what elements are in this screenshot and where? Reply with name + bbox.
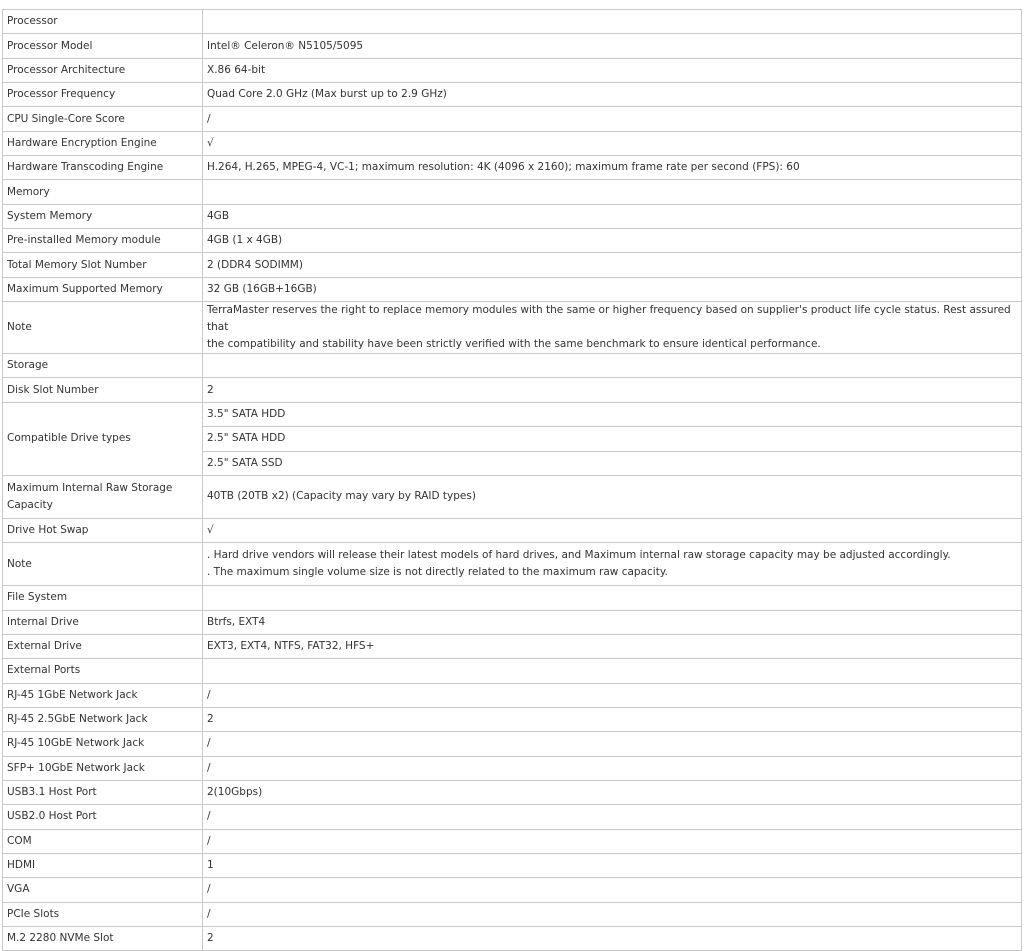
table-row <box>3 927 1022 951</box>
table-row <box>3 732 1022 756</box>
spec-label: USB2.0 Host Port <box>3 805 203 829</box>
table-row <box>3 878 1022 902</box>
spec-value: √ <box>203 131 1022 155</box>
table-row <box>3 853 1022 877</box>
table-row <box>3 543 1022 586</box>
section-title: Storage <box>3 354 203 378</box>
spec-label: Processor Architecture <box>3 58 203 82</box>
spec-value: 2 <box>203 927 1022 951</box>
table-row <box>3 805 1022 829</box>
spec-label: Internal Drive <box>3 610 203 634</box>
section-header-row <box>3 10 1022 34</box>
spec-value: √ <box>203 518 1022 542</box>
table-row <box>3 829 1022 853</box>
spec-value: 40TB (20TB x2) (Capacity may vary by RAID types) <box>203 475 1022 518</box>
spec-value: X.86 64-bit <box>203 58 1022 82</box>
spec-value-line: . Hard drive vendors will release their latest models of hard drives, and Maximum internal raw storage capacity may be adjusted accordingly. <box>207 549 951 562</box>
spec-value: Btrfs, EXT4 <box>203 610 1022 634</box>
section-title: Processor <box>3 10 203 34</box>
spec-label: System Memory <box>3 204 203 228</box>
spec-label: Processor Model <box>3 34 203 58</box>
spec-table <box>2 9 1022 951</box>
table-row <box>3 475 1022 518</box>
spec-label: Maximum Internal Raw Storage Capacity <box>3 475 203 518</box>
spec-label: Drive Hot Swap <box>3 518 203 542</box>
spec-label: PCIe Slots <box>3 902 203 926</box>
spec-value: / <box>203 756 1022 780</box>
spec-value: 2.5" SATA HDD <box>203 427 1022 451</box>
spec-value: / <box>203 732 1022 756</box>
spec-value-line: the compatibility and stability have been strictly verified with the same benchmark to ensure identical performance. <box>207 338 821 351</box>
spec-value <box>203 10 1022 34</box>
spec-value: 4GB (1 x 4GB) <box>203 229 1022 253</box>
spec-value: Quad Core 2.0 GHz (Max burst up to 2.9 GHz) <box>203 83 1022 107</box>
section-title: File System <box>3 586 203 610</box>
spec-value: 1 <box>203 853 1022 877</box>
table-row <box>3 378 1022 402</box>
spec-value: H.264, H.265, MPEG-4, VC-1; maximum resolution: 4K (4096 x 2160); maximum frame rate per second (FPS): 60 <box>203 156 1022 180</box>
section-title: Memory <box>3 180 203 204</box>
table-row <box>3 302 1022 354</box>
table-row <box>3 229 1022 253</box>
spec-label: RJ-45 2.5GbE Network Jack <box>3 707 203 731</box>
spec-value: 2 (DDR4 SODIMM) <box>203 253 1022 277</box>
spec-value: 3.5" SATA HDD <box>203 402 1022 426</box>
spec-label: RJ-45 1GbE Network Jack <box>3 683 203 707</box>
table-row <box>3 402 1022 426</box>
spec-value-line: . The maximum single volume size is not directly related to the maximum raw capacity. <box>207 566 668 579</box>
table-row <box>3 58 1022 82</box>
table-row <box>3 610 1022 634</box>
spec-value: / <box>203 805 1022 829</box>
spec-value <box>203 302 1022 354</box>
spec-table-body <box>3 10 1022 951</box>
spec-label: Pre-installed Memory module <box>3 229 203 253</box>
spec-value: Intel® Celeron® N5105/5095 <box>203 34 1022 58</box>
spec-value <box>203 659 1022 683</box>
spec-value: 2(10Gbps) <box>203 780 1022 804</box>
table-row <box>3 902 1022 926</box>
spec-value: / <box>203 683 1022 707</box>
table-row <box>3 107 1022 131</box>
table-row <box>3 34 1022 58</box>
spec-value <box>203 354 1022 378</box>
spec-value: 2 <box>203 707 1022 731</box>
spec-label: CPU Single-Core Score <box>3 107 203 131</box>
spec-label: Note <box>3 302 203 354</box>
table-row <box>3 204 1022 228</box>
spec-value: / <box>203 878 1022 902</box>
table-row <box>3 756 1022 780</box>
spec-value: 2 <box>203 378 1022 402</box>
spec-label: Hardware Encryption Engine <box>3 131 203 155</box>
spec-value <box>203 586 1022 610</box>
spec-value <box>203 180 1022 204</box>
spec-label: Processor Frequency <box>3 83 203 107</box>
section-header-row <box>3 659 1022 683</box>
section-header-row <box>3 180 1022 204</box>
table-row <box>3 253 1022 277</box>
spec-label: Total Memory Slot Number <box>3 253 203 277</box>
table-row <box>3 518 1022 542</box>
spec-label: VGA <box>3 878 203 902</box>
spec-value: 32 GB (16GB+16GB) <box>203 277 1022 301</box>
spec-label: Maximum Supported Memory <box>3 277 203 301</box>
spec-label: HDMI <box>3 853 203 877</box>
spec-value: / <box>203 902 1022 926</box>
spec-label: COM <box>3 829 203 853</box>
spec-label: SFP+ 10GbE Network Jack <box>3 756 203 780</box>
spec-label: External Drive <box>3 634 203 658</box>
section-header-row <box>3 586 1022 610</box>
table-row <box>3 634 1022 658</box>
spec-value: 2.5" SATA SSD <box>203 451 1022 475</box>
table-row <box>3 707 1022 731</box>
table-row <box>3 683 1022 707</box>
spec-label: RJ-45 10GbE Network Jack <box>3 732 203 756</box>
spec-value: / <box>203 107 1022 131</box>
spec-label: Note <box>3 543 203 586</box>
section-title: External Ports <box>3 659 203 683</box>
spec-value: EXT3, EXT4, NTFS, FAT32, HFS+ <box>203 634 1022 658</box>
spec-label: Compatible Drive types <box>3 402 203 475</box>
spec-value: 4GB <box>203 204 1022 228</box>
spec-label: Disk Slot Number <box>3 378 203 402</box>
table-row <box>3 277 1022 301</box>
spec-label: Hardware Transcoding Engine <box>3 156 203 180</box>
table-row <box>3 780 1022 804</box>
table-row <box>3 156 1022 180</box>
spec-label: M.2 2280 NVMe Slot <box>3 927 203 951</box>
spec-label: USB3.1 Host Port <box>3 780 203 804</box>
spec-value: / <box>203 829 1022 853</box>
spec-value <box>203 543 1022 586</box>
spec-value-line: TerraMaster reserves the right to replace memory modules with the same or higher frequency based on supplier's product life cycle status. Rest assured that <box>207 304 1011 334</box>
table-row <box>3 131 1022 155</box>
section-header-row <box>3 354 1022 378</box>
table-row <box>3 83 1022 107</box>
